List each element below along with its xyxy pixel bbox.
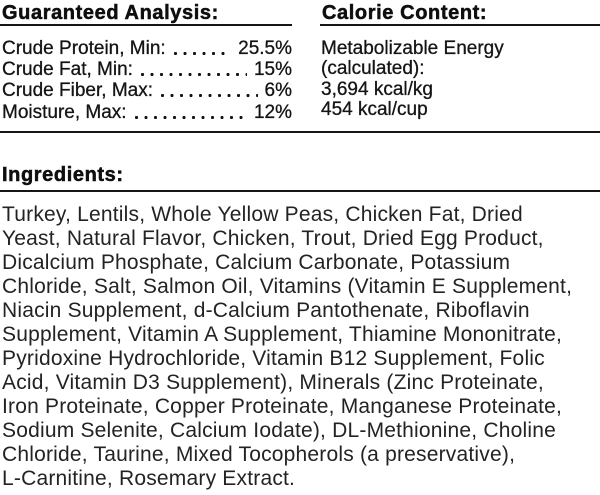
calorie-line: 454 kcal/cup bbox=[321, 99, 428, 121]
calorie-content-heading: Calorie Content: bbox=[322, 2, 488, 24]
calorie-content-section bbox=[320, 2, 600, 121]
analysis-row bbox=[2, 80, 292, 101]
ingredients-line: Pyridoxine Hydrochloride, Vitamin B12 Supplement, Folic bbox=[2, 346, 545, 370]
dot-leader bbox=[135, 116, 247, 119]
ingredients-line: Chloride, Salt, Salmon Oil, Vitamins (Vitamin E Supplement, bbox=[2, 274, 573, 298]
ingredients-divider bbox=[0, 190, 600, 192]
ingredients-text bbox=[0, 203, 600, 491]
ingredients-line: Acid, Vitamin D3 Supplement), Minerals (Zinc Proteinate, bbox=[2, 370, 544, 394]
analysis-row bbox=[2, 102, 292, 123]
analysis-value: 12% bbox=[253, 101, 292, 123]
ingredients-line: L-Carnitine, Rosemary Extract. bbox=[2, 466, 296, 490]
ingredients-line: Niacin Supplement, d-Calcium Pantothenate, Riboflavin bbox=[2, 298, 530, 322]
ingredients-section bbox=[0, 165, 600, 491]
top-section bbox=[0, 2, 600, 123]
dot-leader bbox=[174, 52, 231, 55]
calorie-line: Metabolizable Energy bbox=[321, 38, 504, 59]
calorie-line: 3,694 kcal/kg bbox=[321, 78, 433, 100]
ingredients-line: Supplement, Vitamin A Supplement, Thiamine Mononitrate, bbox=[2, 322, 563, 346]
ingredients-line: Dicalcium Phosphate, Calcium Carbonate, Potassium bbox=[2, 250, 511, 274]
analysis-rows bbox=[0, 38, 292, 123]
calorie-lines bbox=[320, 39, 600, 121]
analysis-value: 15% bbox=[253, 59, 292, 81]
calorie-line: (calculated): bbox=[321, 58, 425, 80]
analysis-label: Crude Fiber, Max: bbox=[2, 80, 153, 102]
analysis-row bbox=[2, 38, 292, 59]
analysis-label: Crude Fat, Min: bbox=[2, 59, 133, 81]
calorie-content-divider bbox=[320, 24, 600, 26]
ingredients-line: Turkey, Lentils, Whole Yellow Peas, Chicken Fat, Dried bbox=[2, 202, 523, 226]
analysis-value: 6% bbox=[264, 80, 292, 102]
analysis-label: Crude Protein, Min: bbox=[2, 38, 166, 59]
ingredients-line: Yeast, Natural Flavor, Chicken, Trout, Dried Egg Product, bbox=[2, 226, 544, 250]
guaranteed-analysis-divider bbox=[0, 24, 292, 26]
ingredients-line: Iron Proteinate, Copper Proteinate, Manganese Proteinate, bbox=[2, 394, 563, 418]
guaranteed-analysis-heading: Guaranteed Analysis: bbox=[2, 2, 219, 24]
dot-leader bbox=[161, 94, 258, 97]
analysis-value: 25.5% bbox=[238, 38, 292, 59]
ingredients-line: Chloride, Taurine, Mixed Tocopherols (a preservative), bbox=[2, 442, 516, 466]
dot-leader bbox=[141, 73, 247, 76]
analysis-label: Moisture, Max: bbox=[2, 101, 127, 123]
guaranteed-analysis-section bbox=[0, 2, 292, 123]
analysis-row bbox=[2, 59, 292, 80]
ingredients-heading: Ingredients: bbox=[2, 163, 124, 186]
ingredients-line: Sodium Selenite, Calcium Iodate), DL-Methionine, Choline bbox=[2, 418, 556, 442]
section-divider bbox=[0, 131, 600, 133]
